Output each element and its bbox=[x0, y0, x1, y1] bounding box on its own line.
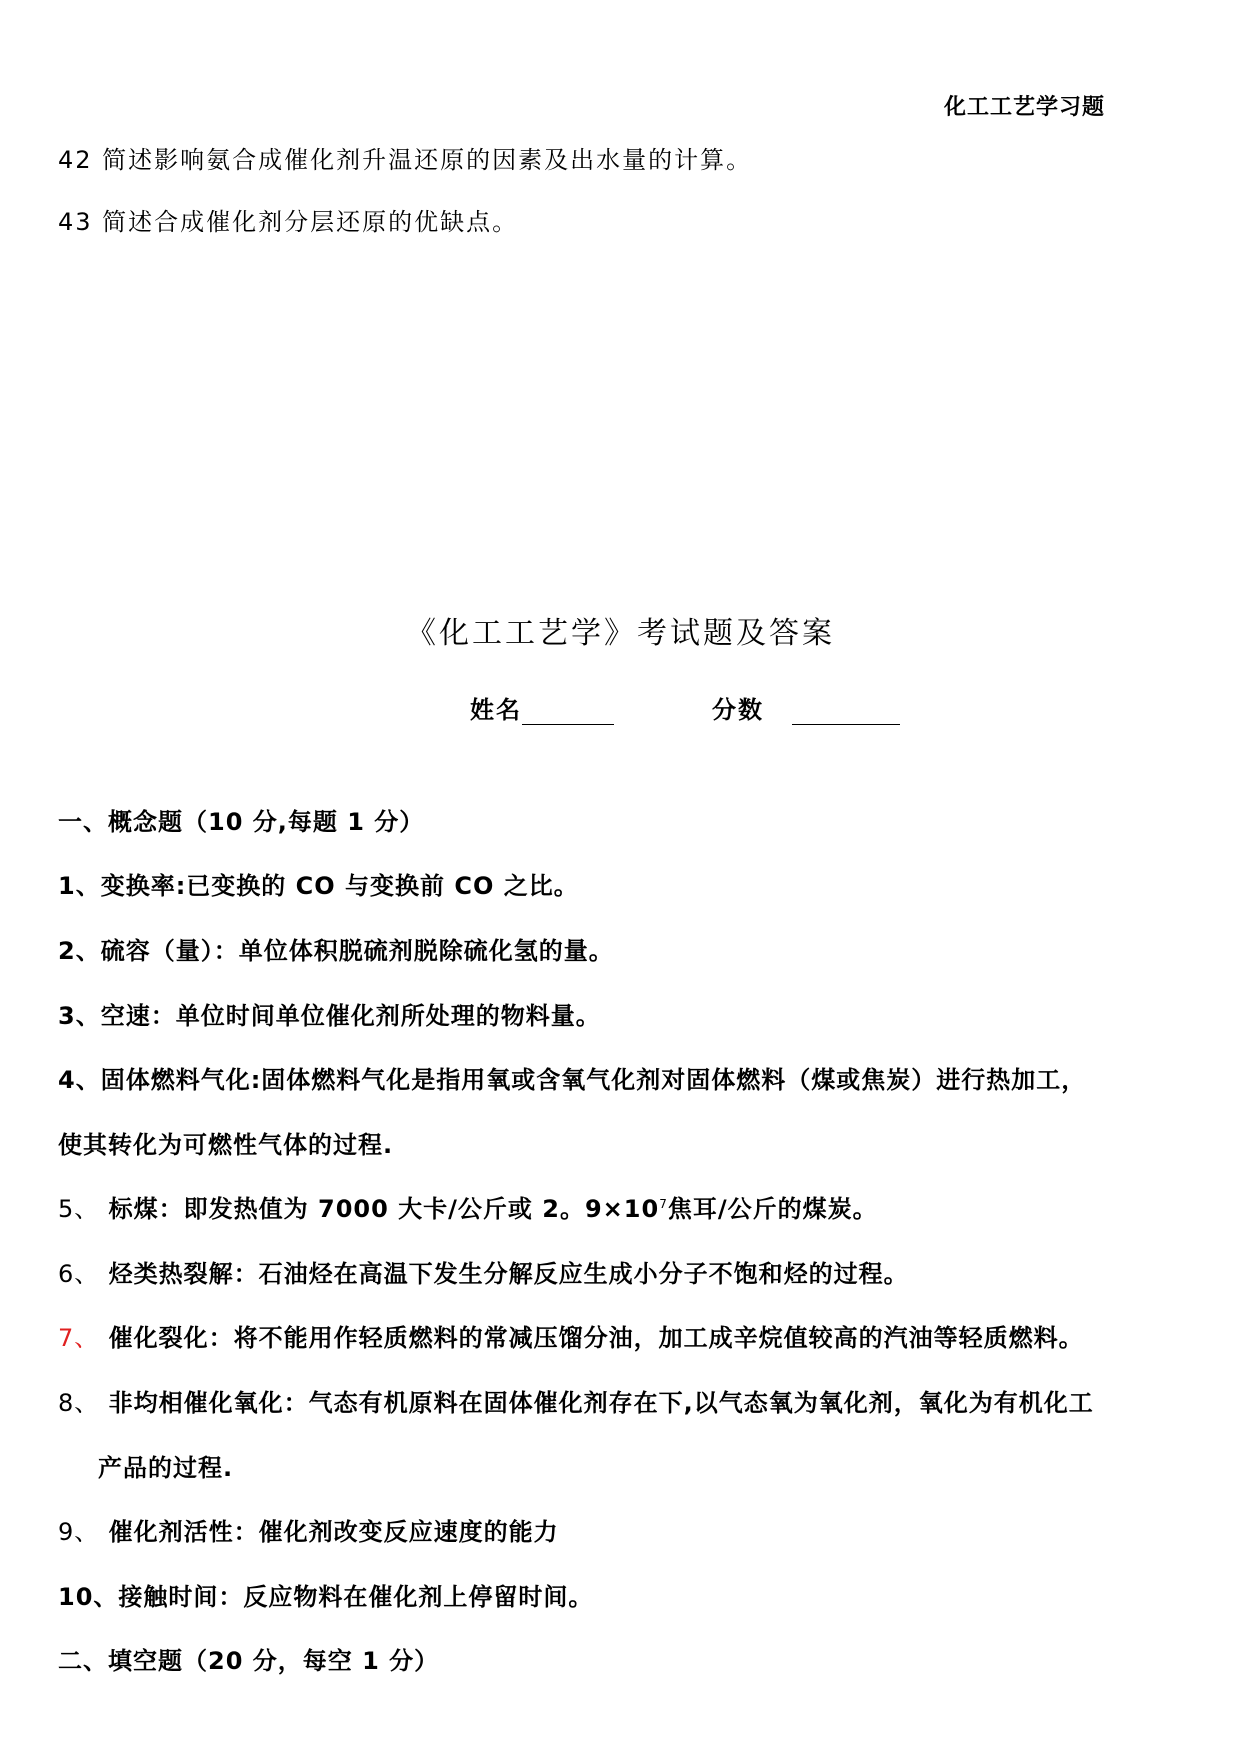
name-label: 姓名 bbox=[470, 696, 522, 724]
score-blank bbox=[792, 698, 900, 725]
section1-heading: 一、概念题（10 分,每题 1 分） bbox=[58, 808, 425, 836]
concept-item-10: 10、接触时间：反应物料在催化剂上停留时间。 bbox=[58, 1583, 594, 1611]
concept-item-6 bbox=[58, 1254, 909, 1289]
exam-title: 《化工工艺学》考试题及答案 bbox=[406, 616, 835, 651]
section2-heading: 二、填空题（20 分，每空 1 分） bbox=[58, 1647, 440, 1675]
concept-item-8 bbox=[58, 1383, 1094, 1418]
concept-item-1: 1、变换率:已变换的 CO 与变换前 CO 之比。 bbox=[58, 872, 579, 900]
score-label: 分数 bbox=[712, 696, 764, 724]
name-field bbox=[470, 690, 614, 725]
item-text-tail: 焦耳/公斤的煤炭。 bbox=[667, 1195, 878, 1223]
concept-item-4: 4、固体燃料气化:固体燃料气化是指用氧或含氧气化剂对固体燃料（煤或焦炭）进行热加工， bbox=[58, 1066, 1087, 1094]
concept-item-2: 2、硫容（量）：单位体积脱硫剂脱除硫化氢的量。 bbox=[58, 937, 614, 965]
score-field bbox=[712, 690, 900, 725]
concept-item-7 bbox=[58, 1318, 1084, 1353]
item-text: 标煤：即发热值为 7000 大卡/公斤或 2。9×10 bbox=[108, 1195, 660, 1223]
item-text: 催化裂化：将不能用作轻质燃料的常减压馏分油，加工成辛烷值较高的汽油等轻质燃料。 bbox=[108, 1324, 1084, 1352]
name-blank bbox=[522, 698, 614, 725]
item-text: 催化剂活性：催化剂改变反应速度的能力 bbox=[108, 1518, 559, 1546]
question-42: 42 简述影响氨合成催化剂升温还原的因素及出水量的计算。 bbox=[58, 146, 753, 174]
item-text: 烃类热裂解：石油烃在高温下发生分解反应生成小分子不饱和烃的过程。 bbox=[108, 1260, 909, 1288]
item-number: 6、 bbox=[58, 1260, 100, 1288]
item-text: 非均相催化氧化：气态有机原料在固体催化剂存在下,以气态氧为氧化剂，氧化为有机化工 bbox=[108, 1389, 1094, 1417]
concept-item-8-continuation: 产品的过程. bbox=[98, 1454, 234, 1482]
running-header: 化工工艺学习题 bbox=[943, 95, 1105, 120]
item-number: 5、 bbox=[58, 1195, 100, 1223]
item-number: 8、 bbox=[58, 1389, 100, 1417]
concept-item-9 bbox=[58, 1512, 559, 1547]
concept-item-5 bbox=[58, 1189, 878, 1224]
item-number: 7、 bbox=[58, 1324, 100, 1352]
item-number: 9、 bbox=[58, 1518, 100, 1546]
question-43: 43 简述合成催化剂分层还原的优缺点。 bbox=[58, 208, 519, 236]
exponent: 7 bbox=[659, 1197, 668, 1211]
concept-item-3: 3、空速：单位时间单位催化剂所处理的物料量。 bbox=[58, 1002, 601, 1030]
concept-item-4-continuation: 使其转化为可燃性气体的过程. bbox=[58, 1131, 394, 1159]
